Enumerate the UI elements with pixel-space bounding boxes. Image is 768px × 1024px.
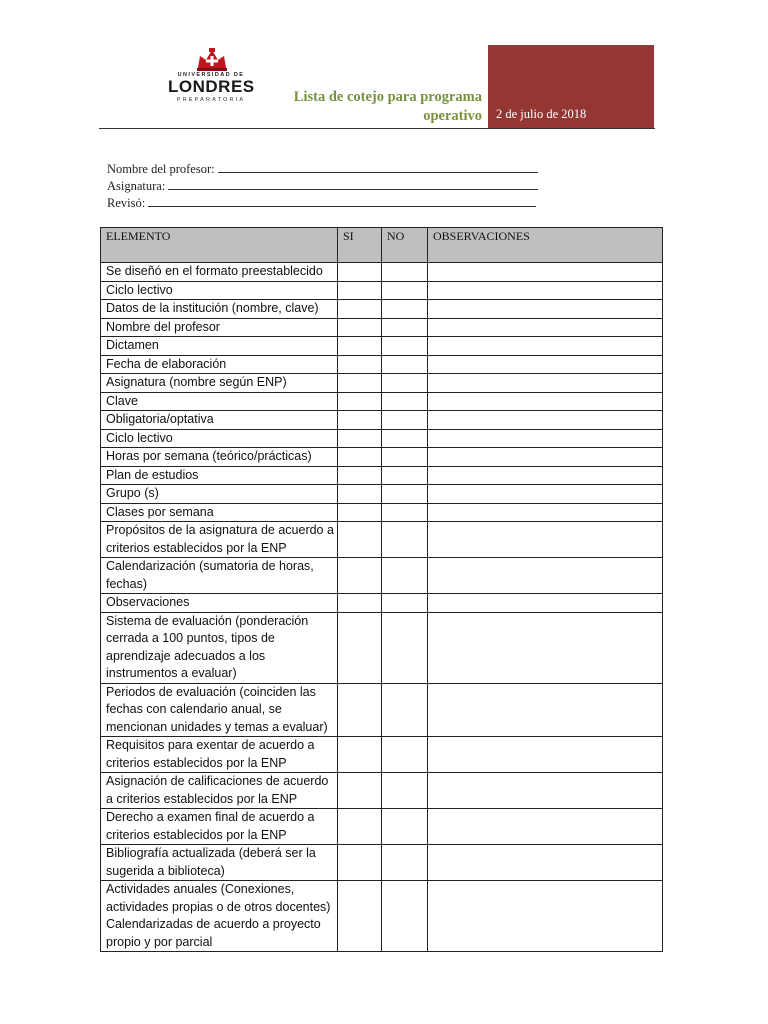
header-divider [99,128,655,129]
element-cell: Clases por semana [101,503,338,522]
observations-cell[interactable] [428,594,663,613]
no-cell[interactable] [382,318,428,337]
table-row [101,522,663,558]
si-cell[interactable] [338,683,382,737]
professor-field [107,162,538,177]
table-row [101,411,663,430]
no-cell[interactable] [382,429,428,448]
logo-londres-text: LONDRES [168,77,255,96]
reviewed-label: Revisó: [107,196,146,210]
element-cell: Observaciones [101,594,338,613]
no-cell[interactable] [382,809,428,845]
si-cell[interactable] [338,594,382,613]
crest-icon [194,46,230,72]
no-cell[interactable] [382,683,428,737]
si-cell[interactable] [338,773,382,809]
subject-label: Asignatura: [107,179,166,193]
observations-cell[interactable] [428,411,663,430]
table-row [101,263,663,282]
si-cell[interactable] [338,318,382,337]
element-cell: Calendarización (sumatoria de horas, fechas) [101,558,338,594]
si-cell[interactable] [338,281,382,300]
checklist-table [100,227,663,952]
no-cell[interactable] [382,300,428,319]
table-row [101,612,663,683]
observations-cell[interactable] [428,318,663,337]
si-cell[interactable] [338,809,382,845]
element-cell: Derecho a examen final de acuerdo a criterios establecidos por la ENP [101,809,338,845]
header-date: 2 de julio de 2018 [496,107,587,121]
no-cell[interactable] [382,881,428,952]
table-row [101,737,663,773]
si-cell[interactable] [338,263,382,282]
observations-cell[interactable] [428,448,663,467]
no-cell[interactable] [382,281,428,300]
element-cell: Clave [101,392,338,411]
element-cell: Asignación de calificaciones de acuerdo a criterios establecidos por la ENP [101,773,338,809]
header-no: NO [382,228,428,263]
subject-blank[interactable] [168,179,538,190]
observations-cell[interactable] [428,683,663,737]
si-cell[interactable] [338,485,382,504]
table-row [101,503,663,522]
header-observaciones: OBSERVACIONES [428,228,663,263]
element-cell: Ciclo lectivo [101,429,338,448]
observations-cell[interactable] [428,558,663,594]
element-cell: Propósitos de la asignatura de acuerdo a criterios establecidos por la ENP [101,522,338,558]
observations-cell[interactable] [428,503,663,522]
table-row [101,845,663,881]
no-cell[interactable] [382,337,428,356]
no-cell[interactable] [382,522,428,558]
table-body [101,263,663,952]
element-cell: Periodos de evaluación (coinciden las fechas con calendario anual, se mencionan unidades y temas a evaluar) [101,683,338,737]
element-cell: Plan de estudios [101,466,338,485]
no-cell[interactable] [382,612,428,683]
reviewed-blank[interactable] [148,196,536,207]
table-row [101,355,663,374]
element-cell: Sistema de evaluación (ponderación cerrada a 100 puntos, tipos de aprendizaje adecuados a los instrumentos a evaluar) [101,612,338,683]
header-elemento: ELEMENTO [101,228,338,263]
element-cell: Grupo (s) [101,485,338,504]
no-cell[interactable] [382,485,428,504]
si-cell[interactable] [338,466,382,485]
table-row [101,558,663,594]
header-si: SI [338,228,382,263]
si-cell[interactable] [338,429,382,448]
element-cell: Obligatoria/optativa [101,411,338,430]
table-row [101,466,663,485]
logo-preparatoria-text: PREPARATORIA [176,97,246,103]
no-cell[interactable] [382,411,428,430]
observations-cell[interactable] [428,337,663,356]
observations-cell[interactable] [428,355,663,374]
si-cell[interactable] [338,337,382,356]
observations-cell[interactable] [428,466,663,485]
no-cell[interactable] [382,355,428,374]
element-cell: Asignatura (nombre según ENP) [101,374,338,393]
no-cell[interactable] [382,392,428,411]
table-header-row [101,228,663,263]
observations-cell[interactable] [428,737,663,773]
reviewed-field [107,196,536,211]
no-cell[interactable] [382,737,428,773]
table-row [101,773,663,809]
table-row [101,683,663,737]
table-row [101,337,663,356]
element-cell: Dictamen [101,337,338,356]
table-row [101,281,663,300]
si-cell[interactable] [338,612,382,683]
si-cell[interactable] [338,881,382,952]
no-cell[interactable] [382,448,428,467]
table-row [101,318,663,337]
observations-cell[interactable] [428,392,663,411]
no-cell[interactable] [382,466,428,485]
table-row [101,594,663,613]
no-cell[interactable] [382,594,428,613]
si-cell[interactable] [338,522,382,558]
element-cell: Requisitos para exentar de acuerdo a criterios establecidos por la ENP [101,737,338,773]
element-cell: Bibliografía actualizada (deberá ser la sugerida a biblioteca) [101,845,338,881]
observations-cell[interactable] [428,773,663,809]
no-cell[interactable] [382,558,428,594]
element-cell: Se diseñó en el formato preestablecido [101,263,338,282]
si-cell[interactable] [338,503,382,522]
si-cell[interactable] [338,300,382,319]
observations-cell[interactable] [428,881,663,952]
si-cell[interactable] [338,845,382,881]
observations-cell[interactable] [428,485,663,504]
element-cell: Nombre del profesor [101,318,338,337]
element-cell: Ciclo lectivo [101,281,338,300]
table-row [101,809,663,845]
si-cell[interactable] [338,737,382,773]
observations-cell[interactable] [428,374,663,393]
si-cell[interactable] [338,392,382,411]
element-cell: Fecha de elaboración [101,355,338,374]
logo-university-text: UNIVERSIDAD DE [177,72,245,78]
observations-cell[interactable] [428,522,663,558]
university-logo [168,46,254,106]
observations-cell[interactable] [428,845,663,881]
si-cell[interactable] [338,411,382,430]
subject-field [107,179,538,194]
observations-cell[interactable] [428,429,663,448]
table-row [101,374,663,393]
no-cell[interactable] [382,773,428,809]
table-row [101,485,663,504]
observations-cell[interactable] [428,281,663,300]
table-row [101,448,663,467]
si-cell[interactable] [338,374,382,393]
no-cell[interactable] [382,374,428,393]
no-cell[interactable] [382,845,428,881]
professor-label: Nombre del profesor: [107,162,215,176]
observations-cell[interactable] [428,612,663,683]
si-cell[interactable] [338,448,382,467]
element-cell: Actividades anuales (Conexiones, actividades propias o de otros docentes) Calendarizadas de acuerdo a proyecto propio y por parcial [101,881,338,952]
no-cell[interactable] [382,503,428,522]
table-row [101,392,663,411]
observations-cell[interactable] [428,300,663,319]
no-cell[interactable] [382,263,428,282]
professor-blank[interactable] [218,162,538,173]
si-cell[interactable] [338,558,382,594]
table-row [101,300,663,319]
si-cell[interactable] [338,355,382,374]
element-cell: Horas por semana (teórico/prácticas) [101,448,338,467]
table-row [101,881,663,952]
table-row [101,429,663,448]
observations-cell[interactable] [428,809,663,845]
document-title: Lista de cotejo para programa operativo [293,89,482,124]
observations-cell[interactable] [428,263,663,282]
element-cell: Datos de la institución (nombre, clave) [101,300,338,319]
